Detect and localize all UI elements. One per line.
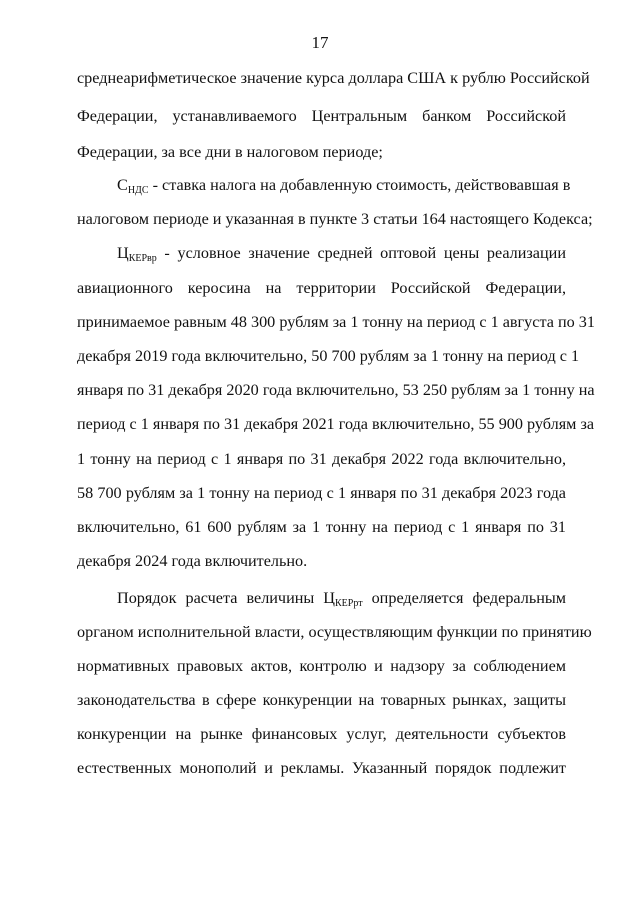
p3-line-4: декабря 2019 года включительно, 50 700 рублям за 1 тонну на период с 1 — [77, 347, 580, 365]
p3-line-1-text: - условное значение средней оптовой цены реализации — [156, 244, 566, 262]
p4-line-1-start: Порядок расчета величины — [117, 589, 324, 607]
p3-line-9: включительно, 61 600 рублям за 1 тонну на период с 1 января по 31 — [77, 518, 566, 536]
p4-symbol-subscript: КЕРрт — [335, 598, 363, 609]
p2-line-1 — [117, 175, 571, 196]
p3-line-8: 58 700 рублям за 1 тонну на период с 1 января по 31 декабря 2023 года — [77, 484, 566, 502]
p4-line-3: нормативных правовых актов, контролю и надзору за соблюдением — [77, 657, 566, 675]
p4-symbol: Ц — [323, 589, 335, 607]
p4-line-5: конкуренции на рынке финансовых услуг, деятельности субъектов — [77, 725, 566, 743]
p1-line-3: Федерации, за все дни в налоговом периоде; — [77, 143, 383, 161]
p4-line-1-text: определяется федеральным — [362, 589, 566, 607]
p2-symbol-subscript: НДС — [127, 185, 149, 196]
page-number: 17 — [311, 33, 329, 52]
p3-symbol: Ц — [117, 244, 129, 262]
p1-line-1: среднеарифметическое значение курса доллара США к рублю Российской — [77, 69, 590, 87]
p3-line-3: принимаемое равным 48 300 рублям за 1 тонну на период с 1 августа по 31 — [77, 313, 595, 331]
p3-line-5: января по 31 декабря 2020 года включительно, 53 250 рублям за 1 тонну на — [77, 381, 595, 399]
p1-line-2: Федерации, устанавливаемого Центральным банком Российской — [77, 107, 566, 125]
p4-line-4: законодательства в сфере конкуренции на товарных рынках, защиты — [77, 691, 566, 709]
p3-line-6: период с 1 января по 31 декабря 2021 года включительно, 55 900 рублям за — [77, 415, 595, 433]
p3-line-7: 1 тонну на период с 1 января по 31 декабря 2022 года включительно, — [77, 450, 566, 468]
p4-line-2: органом исполнительной власти, осуществляющим функции по принятию — [77, 623, 592, 641]
p3-line-10: декабря 2024 года включительно. — [77, 552, 308, 570]
p4-line-1 — [117, 588, 566, 608]
p3-line-2: авиационного керосина на территории Российской Федерации, — [77, 279, 566, 297]
p4-line-6: естественных монополий и рекламы. Указанный порядок подлежит — [77, 759, 566, 777]
p3-line-1 — [117, 243, 566, 263]
p2-line-1-text: - ставка налога на добавленную стоимость, действовавшая в — [148, 176, 571, 194]
p2-symbol: С — [117, 176, 128, 194]
p2-line-2: налоговом периоде и указанная в пункте 3 статьи 164 настоящего Кодекса; — [77, 210, 593, 228]
p3-symbol-subscript: КЕРвр — [128, 253, 157, 264]
